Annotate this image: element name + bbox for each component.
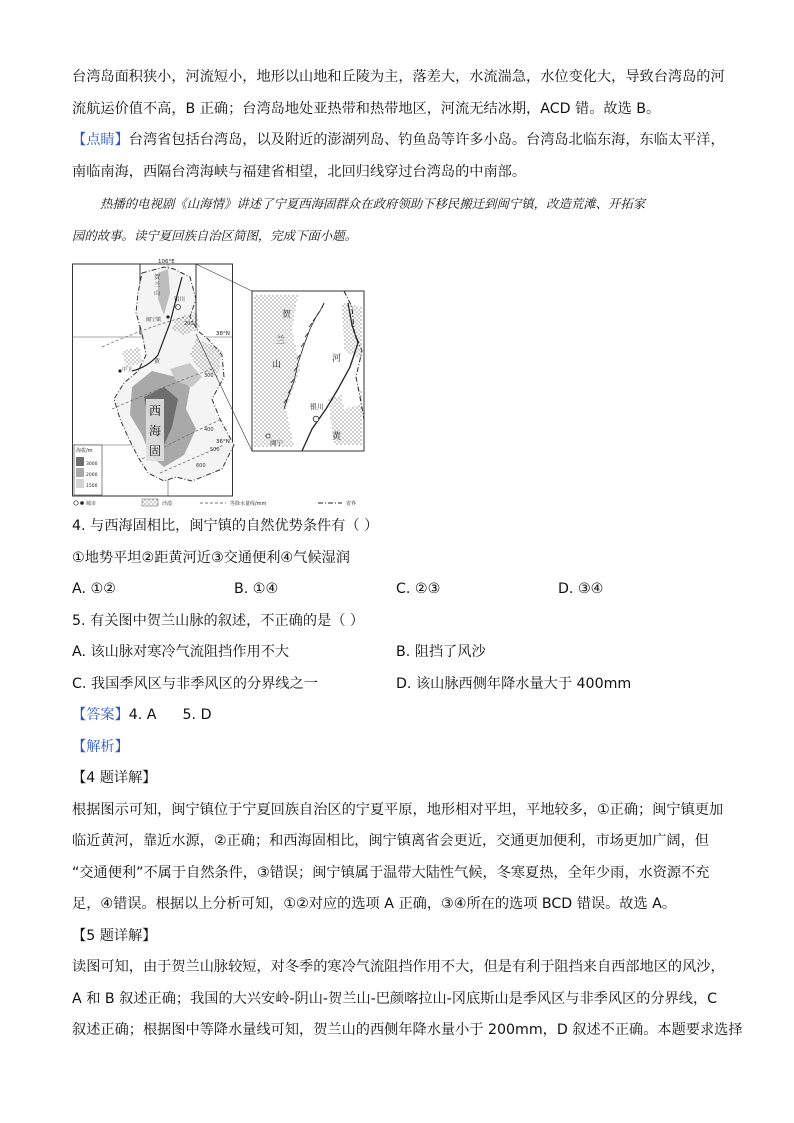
q5-option-b: B. 阻挡了风沙	[396, 644, 486, 660]
altitude-swatch-3000	[76, 457, 84, 466]
dianjing-line-2: 南临南海，西隔台湾海峡与福建省相望，北回归线穿过台湾岛的中南部。	[72, 163, 527, 180]
lon-106-label: 106°E	[158, 259, 175, 265]
legend-city-icon-a	[74, 501, 78, 505]
legend-border-label: 省界	[346, 501, 357, 507]
isohyet-label-600: 600	[196, 463, 206, 469]
q4-options	[72, 574, 728, 606]
q4-detail-label: 【4 题详解】	[72, 770, 157, 786]
jiexi-label: 【解析】	[72, 738, 129, 755]
legend-isohyet-label: 等降水量线/mm	[230, 501, 267, 507]
document-page	[72, 62, 743, 1047]
label-gu: 固	[149, 444, 162, 458]
answer-label: 【答案】	[72, 707, 129, 723]
inset-label-yinchuan: 银川	[310, 403, 324, 411]
isohyet-label-200: 200	[184, 321, 194, 327]
dianjing-text-1: 台湾省包括台湾岛，以及附近的澎湖列岛、钓鱼岛等许多小岛。台湾岛北临东海，东临太平洋，	[128, 132, 725, 148]
intro-line-1: 台湾岛面积狭小，河流短小，地形以山地和丘陵为主，落差大，水流湍急，水位变化大，导致台湾岛的河	[72, 69, 725, 85]
inset-label-lan: 兰	[276, 336, 286, 346]
label-lan: 兰	[154, 282, 161, 289]
q4-stem: 4. 与西海固相比，闽宁镇的自然优势条件有（ ）	[72, 518, 379, 534]
lat-38-label: 38°N	[216, 331, 230, 337]
inset-yinchuan-marker	[313, 416, 319, 422]
answer-5: 5. D	[182, 707, 212, 723]
altitude-legend-title: 海拔/m	[76, 448, 93, 454]
q5-detail-line-1: 读图可知，由于贺兰山脉较短，对冬季的寒冷气流阻挡作用不大，但是有利于阻挡来自西部地区的风沙，	[72, 959, 725, 975]
q5-options-row-2	[72, 669, 728, 701]
label-minning: 闽宁镇	[146, 317, 162, 323]
q5-option-a: A. 该山脉对寒冷气流阻挡作用不大	[72, 644, 290, 660]
inset-label-shan: 山	[272, 360, 282, 370]
q5-option-d: D. 该山脉西侧年降水量大于 400mm	[396, 675, 632, 692]
label-yinchuan: 银川	[174, 297, 186, 303]
dianjing-label: 【点睛】	[72, 132, 129, 148]
ningxia-map-svg	[72, 259, 372, 507]
altitude-swatch-2000	[76, 468, 84, 477]
yinchuan-city-marker	[176, 305, 181, 310]
label-zhongwei: 中卫	[122, 367, 133, 373]
inset-label-he: 贺	[282, 310, 292, 320]
intro-line-2: 流航运价值不高，B 正确；台湾岛地处亚热带和热带地区，河流无结冰期，ACD 错。故选 B。	[72, 100, 661, 117]
q5-detail-line-2: A 和 B 叙述正确；我国的大兴安岭-阴山-贺兰山-巴颜喀拉山-冈底斯山是季风区与非季风区的分界线，C	[72, 990, 718, 1007]
q5-option-c: C. 我国季风区与非季风区的分界线之一	[72, 675, 318, 692]
lat-36-label: 36°N	[216, 439, 230, 445]
ningxia-map-figure	[72, 259, 728, 507]
q4-detail-line-2: 临近黄河，靠近水源，②正确；和西海固相比，闽宁镇离省会更近，交通更加便利，市场更加广阔，但	[72, 833, 709, 849]
inset-label-he-river: 河	[332, 354, 342, 364]
q5-stem: 5. 有关图中贺兰山脉的叙述，不正确的是（ ）	[72, 612, 365, 629]
altitude-label-1500: 1500	[86, 484, 98, 489]
altitude-swatch-1500	[76, 479, 84, 488]
q4-option-d: D. ③④	[558, 581, 604, 597]
q4-option-b: B. ①④	[234, 581, 279, 597]
label-hai: 海	[149, 424, 162, 438]
q4-option-a: A. ①②	[72, 581, 116, 597]
q5-detail-label: 【5 题详解】	[72, 927, 157, 944]
q4-detail-line-4: 足，④错误。根据以上分析可知，①②对应的选项 A 正确，③④所在的选项 BCD 错误。故选 A。	[72, 896, 677, 912]
legend-desert-label: 沙漠	[162, 501, 173, 507]
answer-4: 4. A	[128, 707, 157, 723]
passage-line-2: 园的故事。读宁夏回族自治区简图，完成下面小题。	[72, 227, 357, 243]
isohyet-label-400: 400	[204, 427, 214, 433]
answer-line	[72, 700, 728, 732]
altitude-label-3000: 3000	[86, 462, 98, 467]
q4-option-c: C. ②③	[396, 581, 441, 597]
inset-minning-marker	[266, 434, 270, 438]
isohyet-label-500: 500	[210, 447, 220, 453]
isohyet-label-300: 300	[204, 373, 214, 379]
q4-detail-line-1: 根据图示可知，闽宁镇位于宁夏回族自治区的宁夏平原，地形相对平坦，平地较多，①正确；闽宁镇更加	[72, 801, 724, 818]
dianjing-line-1	[72, 125, 728, 157]
label-huang: 黄	[154, 358, 161, 365]
legend-city-icon-b	[80, 501, 84, 505]
q4-detail-line-3: “交通便利”不属于自然条件，③错误；闽宁镇属于温带大陆性气候，冬寒夏热，全年少雨，水资源不充	[72, 864, 710, 881]
label-shan: 山	[154, 290, 161, 297]
inset-label-minning: 闽宁	[270, 439, 283, 447]
inset-label-huang: 黄	[332, 432, 342, 442]
q5-options-row-1	[72, 637, 728, 669]
label-he: 贺	[154, 274, 161, 281]
label-xi: 西	[149, 404, 162, 418]
passage-line-1: 热播的电视剧《山海情》讲述了宁夏西海固群众在政府领助下移民搬迁到闽宁镇，改造荒滩、开拓家	[100, 196, 646, 211]
q4-items: ①地势平坦②距黄河近③交通便利④气候湿润	[72, 549, 350, 566]
legend-city-label: 城市	[86, 501, 97, 507]
legend-desert-icon	[142, 499, 158, 506]
q5-detail-line-3: 叙述正确；根据图中等降水量线可知，贺兰山的西侧年降水量小于 200mm，D 叙述不正确。本题要求选择	[72, 1022, 743, 1038]
minning-town-marker	[166, 315, 169, 318]
altitude-label-2000: 2000	[86, 473, 98, 478]
